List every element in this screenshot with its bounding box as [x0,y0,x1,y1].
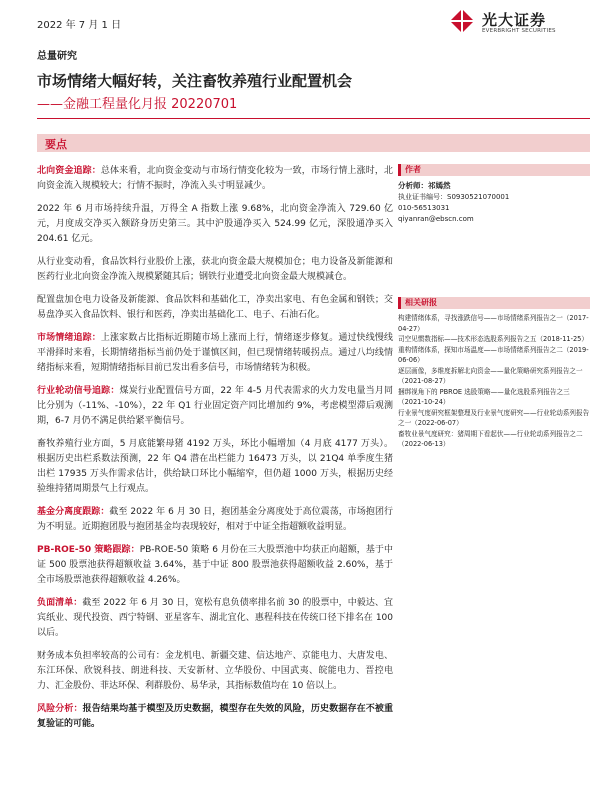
related-report-item[interactable]: 行业景气度研究框架整理及行业景气度研究——行业轮动系列报告之一（2022-06-07） [398,408,590,427]
email-link[interactable]: qiyanran@ebscn.com [398,215,474,223]
report-subtitle: ——金融工程量化月报 20220701 [37,97,238,112]
paragraph-risk [37,702,393,732]
related-report-item[interactable]: 捆绑视角下的 PBROE 选股策略——量化选股系列报告之三（2021-10-24） [398,387,570,406]
logo-chinese-name: 光大证券 [482,11,547,29]
text-june-market: 2022 年 6 月市场持续升温，万得全 A 指数上涨 9.68%，北向资金净流入 729.60 亿元，月度成交净买入额跻身历史第三。其中沪股通净买入 524.99 亿元，深股通净买入 204.61 亿元。 [37,204,393,244]
sidebar [398,164,590,450]
label-risk: 风险分析： [37,704,83,714]
related-report-item[interactable]: 构建情绪体系，寻找涨跌信号——市场情绪系列报告之一（2017-04-27） [398,314,589,333]
paragraph-livestock [37,437,393,497]
text-livestock: 畜牧养殖行业方面，5 月底能繁母猪 4192 万头，环比小幅增加（4 月底 4177 万头）。根据历史出栏系数法预测，22 年 Q4 潜在出栏能力 16473 万头，以 21Q4 单季度生猪出栏 17935 万头作需求估计，供给缺口环比小幅缩窄，但仍超 1000 万头，根据历史经验维持猪周期景气上行观点。 [37,439,393,494]
paragraph-northbound [37,164,393,194]
text-allocation: 配置盘加仓电力设备及新能源、食品饮料和基础化工，净卖出家电、有色金属和钢铁；交易盘净买入食品饮料、银行和医药，净卖出基础化工、电子、石油石化。 [37,295,393,320]
text-rotation: 煤炭行业配置信号方面，22 年 4-5 月代表需求的火力发电量当月同比分别为（-11%、-10%），22 年 Q1 行业固定资产同比增加约 9%，考虑模型滞后观测期，6-7 月仍不满足供给紧平衡信号。 [37,386,393,426]
text-sentiment: 上涨家数占比指标近期随市场上涨而上行，情绪逐步修复。通过快线慢线平滑择时来看，长期情绪指标当前仍处于谨慎区间，但已现情绪转暖拐点。通过八均线情绪指标来看，短期情绪指标目前已发出看多信号，市场情绪转为积极。 [37,333,393,373]
author-heading-bar [398,164,590,176]
paragraph-financial-cost [37,649,393,694]
text-pbroe: PB-ROE-50 策略 6 月份在三大股票池中均获正向超额，基于中证 500 股票池获得超额收益 3.64%，基于中证 800 股票池获得超额收益 2.60%，基于全市场股票池获得超额收益 4.26%。 [37,545,393,585]
paragraph-pbroe [37,543,393,588]
report-type: 总量研究 [37,51,77,62]
license-number: 执业证书编号：S0930521070001 [398,193,510,201]
text-financial-cost: 财务成本负担率较高的公司有：金龙机电、新疆交建、信达地产、京能电力、大唐发电、东江环保、欣锐科技、朗进科技、天安新材、立华股份、中国武夷、皖能电力、晋控电力、汇金股份、菲达环保、利群股份、易华录，其指标数值均在 10 倍以上。 [37,651,393,691]
paragraph-allocation [37,293,393,323]
label-fund-separation: 基金分离度跟踪： [37,507,110,517]
label-negative-list: 负面清单： [37,598,83,608]
author-heading: 作者 [405,165,421,174]
paragraph-sentiment [37,331,393,376]
summary-heading-bar [37,134,590,152]
paragraph-industry-change [37,255,393,285]
text-northbound: 总体来看，北向资金变动与市场行情变化较为一致，市场行情上涨时，北向资金流入规模较大；行情不振时，净流入头寸明显减少。 [37,166,393,191]
text-fund-separation: 截至 2022 年 6 月 30 日，抱团基金分离度处于高位震荡，市场抱团行为不明显。近期抱团股与抱团基金均表现较好，相对于中证全指超额收益明显。 [37,507,393,532]
related-report-item[interactable]: 畜牧业景气度研究：猪周期下看起伏——行业轮动系列报告之二（2022-06-13） [398,429,583,448]
text-industry-change: 从行业变动看，食品饮料行业股价上涨，获北向资金最大规模加仓；电力设备及新能源和医药行业北向资金净流入规模紧随其后；钢铁行业遭受北向资金最大规模减仓。 [37,257,393,282]
related-report-item[interactable]: 司空见惯数指标——技术形态选股系列报告之五（2018-11-25） [398,335,588,343]
summary-heading: 要点 [45,138,67,151]
analyst-name: 分析师：祁嫣然 [398,181,451,190]
related-reports [398,297,590,450]
report-date: 2022 年 7 月 1 日 [37,20,122,31]
report-title: 市场情绪大幅好转，关注畜牧养殖行业配置机会 [37,72,353,90]
label-rotation: 行业轮动信号追踪： [37,386,120,396]
author-info [398,180,590,225]
paragraph-fund-separation [37,505,393,535]
related-heading: 相关研报 [405,298,437,307]
text-negative-list: 截至 2022 年 6 月 30 日，宽松有息负债率排名前 30 的股票中，中毅达、宜宾纸业、现代投资、西宁特钢、亚星客车、湖北宜化、惠程科技在传统口径下排名在 100 以后。 [37,598,393,638]
related-heading-bar [398,297,590,309]
related-report-item[interactable]: 重构情绪体系，探知市场温度——市场情绪系列报告之二（2019-06-06） [398,345,589,364]
related-report-item[interactable]: 逐层画像，多维度拆解北向资金——量化策略研究系列报告之一（2021-08-27） [398,366,583,385]
paragraph-june-market [37,202,393,247]
label-sentiment: 市场情绪追踪： [37,333,101,343]
label-pbroe: PB-ROE-50 策略跟踪： [37,545,140,555]
paragraph-negative-list [37,596,393,641]
summary-body [37,164,393,740]
logo-english-name: EVERBRIGHT SECURITIES [482,28,556,34]
label-northbound: 北向资金追踪： [37,166,101,176]
paragraph-rotation [37,384,393,429]
text-risk: 报告结果均基于模型及历史数据，模型存在失效的风险，历史数据存在不被重复验证的可能。 [37,704,393,729]
company-logo [448,6,588,42]
title-divider [37,118,590,119]
everbright-logo-icon [448,6,476,36]
phone-number: 010-56513031 [398,204,450,212]
